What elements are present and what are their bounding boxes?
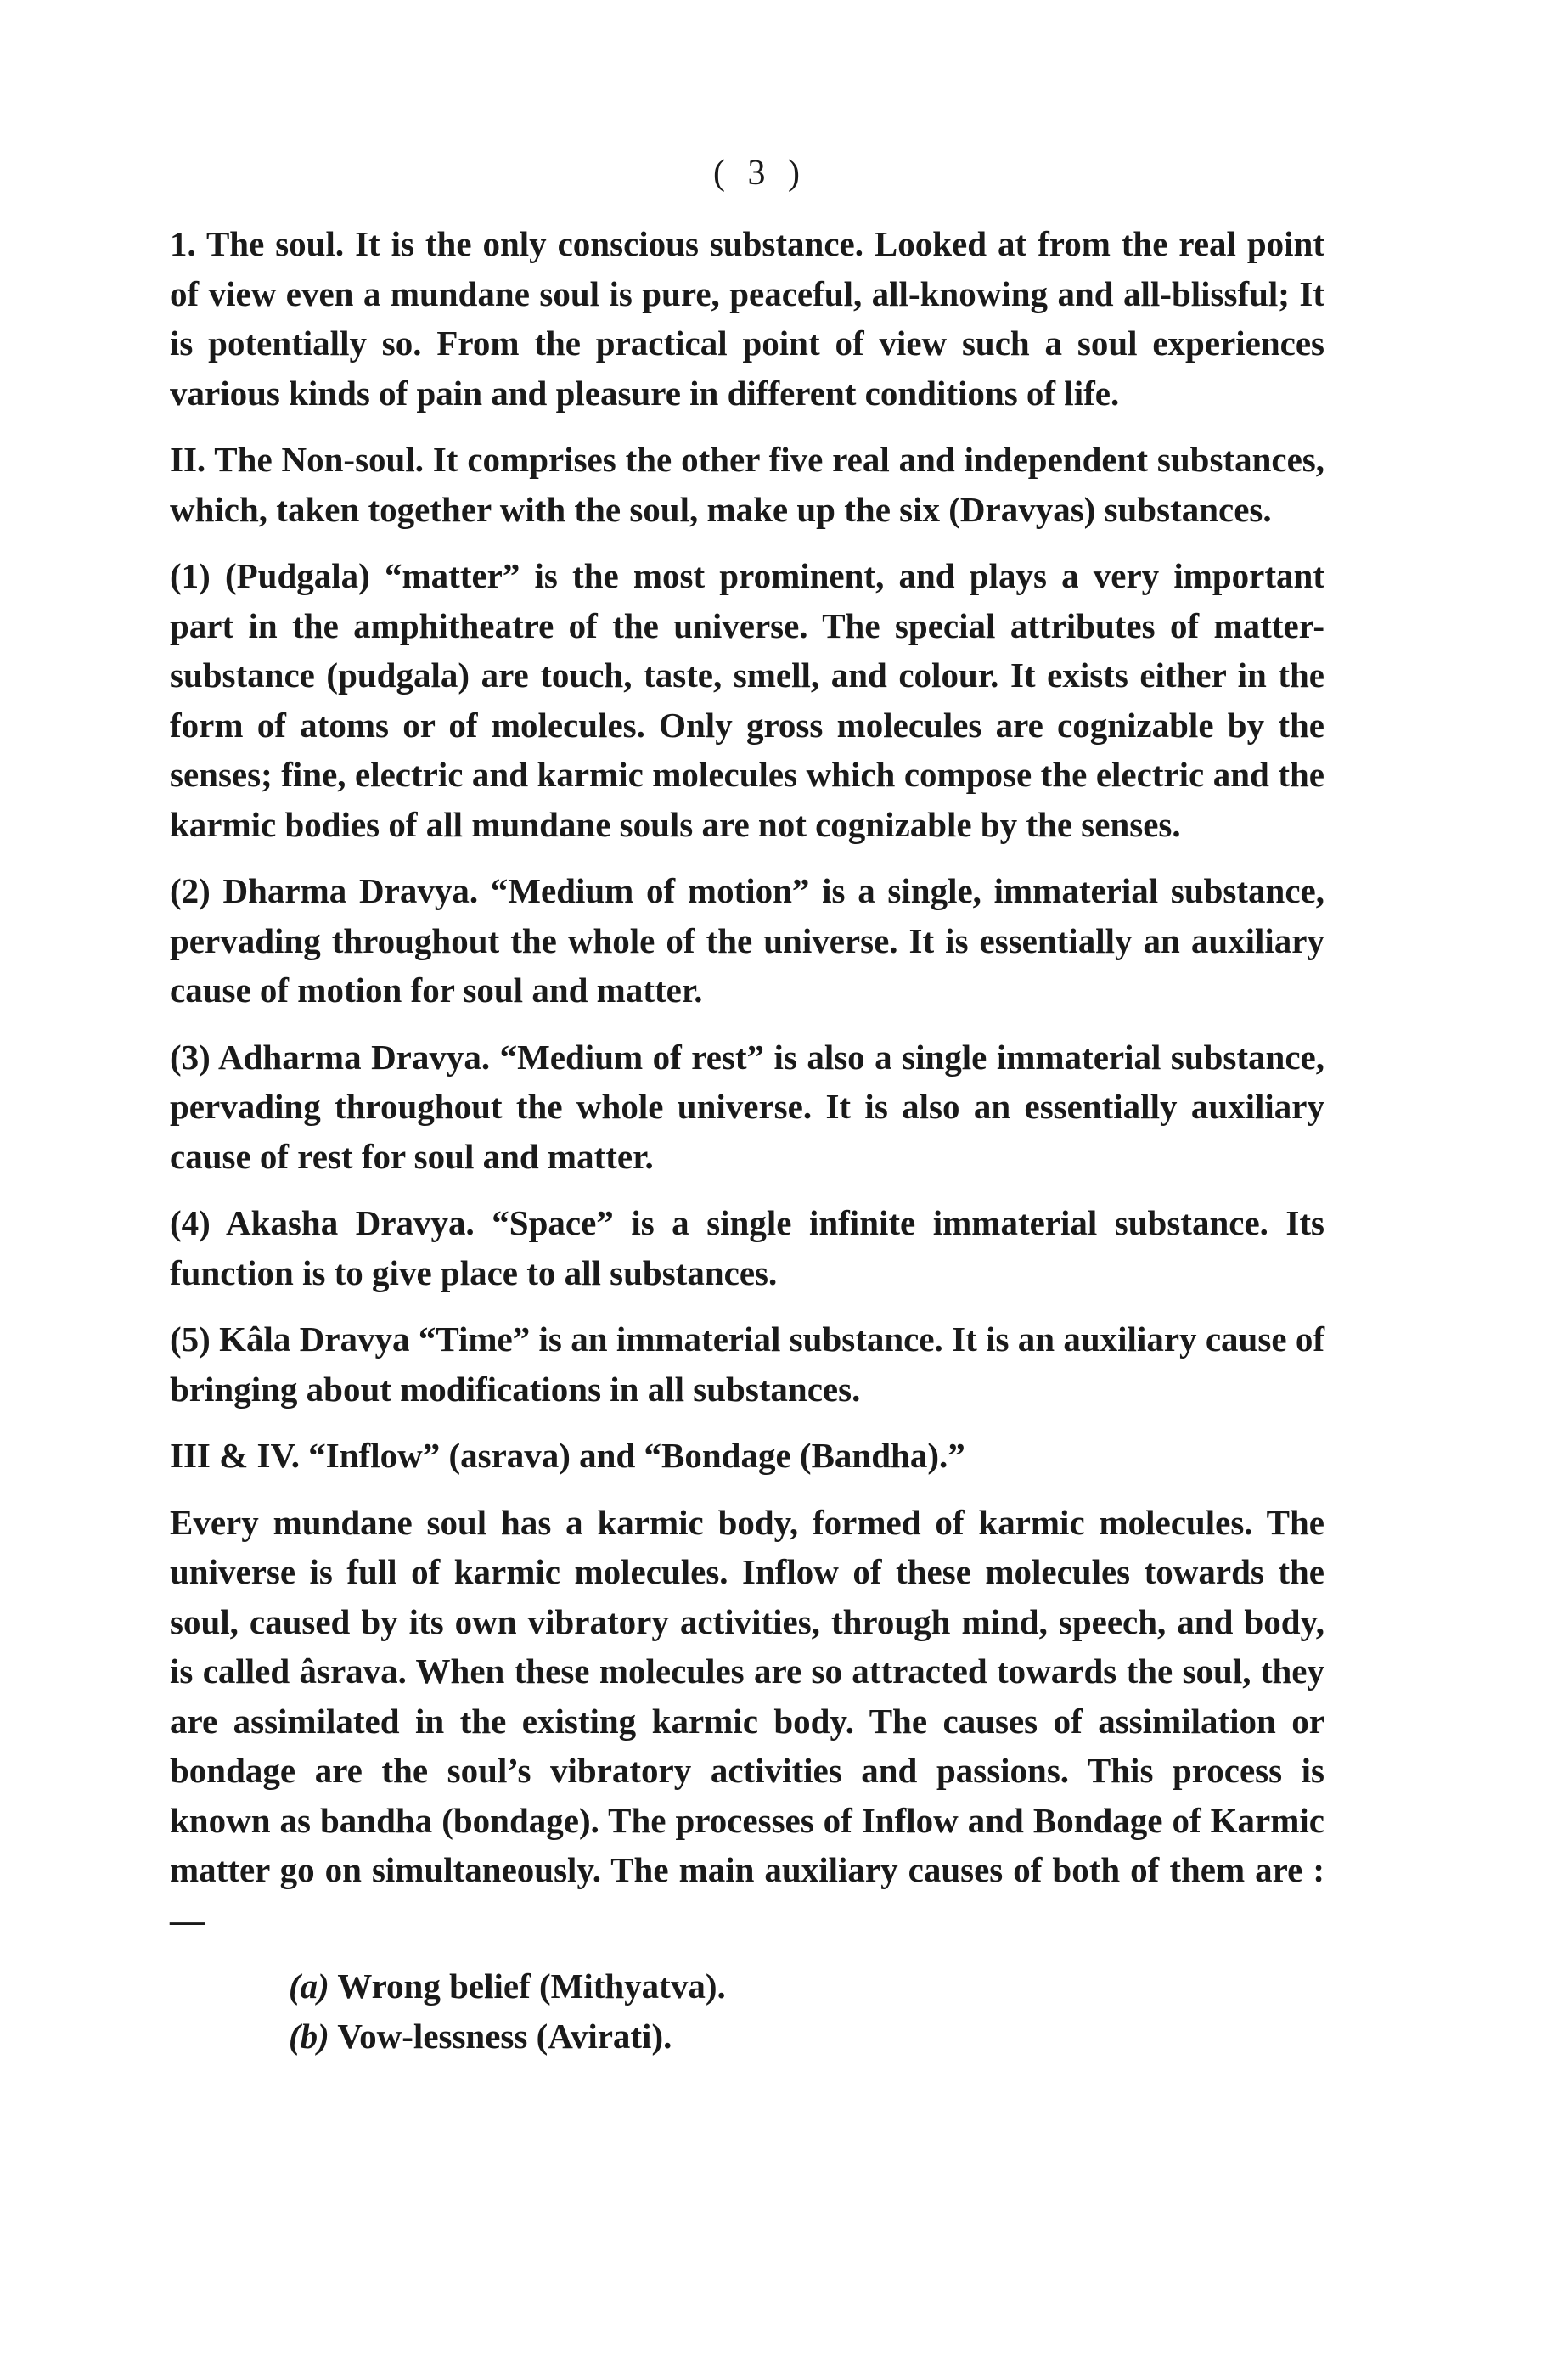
list-item — [289, 1961, 1324, 2011]
list-marker: (a) — [289, 1966, 329, 2006]
list-marker: (b) — [289, 2016, 329, 2056]
section-heading: III & IV. “Inflow” (asrava) and “Bondage (Bandha).” — [170, 1436, 965, 1475]
paragraph-dharma: (2) Dharma Dravya. “Medium of motion” is a single, immaterial substance, pervading throughout the whole of the universe. It is essentially an auxiliary cause of motion for soul and matter. — [170, 871, 1324, 1010]
causes-list — [170, 1961, 1324, 2061]
paragraph-pudgala: (1) (Pudgala) “matter” is the most prominent, and plays a very important part in the amphitheatre of the universe. The special attributes of matter-substance (pudgala) are touch, taste, smell, and colour. It exists either in the form of atoms or of molecules. Only gross molecules are cognizable by the senses; fine, electric and karmic molecules which compose the electric and the karmic bodies of all mundane souls are not cognizable by the senses. — [170, 556, 1324, 844]
list-item — [289, 2011, 1324, 2062]
paragraph-non-soul: II. The Non-soul. It comprises the other five real and independent substances, which, taken together with the soul, make up the six (Dravyas) substances. — [170, 440, 1324, 529]
list-item-text: Vow-lessness (Avirati). — [337, 2016, 672, 2056]
paragraph-akasha: (4) Akasha Dravya. “Space” is a single infinite immaterial substance. Its function is to give place to all substances. — [170, 1203, 1324, 1292]
document-page — [170, 153, 1324, 2061]
paragraph-soul: 1. The soul. It is the only conscious substance. Looked at from the real point of view even a mundane soul is pure, peaceful, all-knowing and all-blissful; It is potentially so. From the practical point of view such a soul experiences various kinds of pain and pleasure in different conditions of life. — [170, 224, 1324, 413]
paragraph-adharma: (3) Adharma Dravya. “Medium of rest” is also a single immaterial substance, pervading throughout the whole universe. It is also an essentially auxiliary cause of rest for soul and matter. — [170, 1037, 1324, 1176]
paragraph-kala: (5) Kâla Dravya “Time” is an immaterial substance. It is an auxiliary cause of bringing about modifications in all substances. — [170, 1319, 1324, 1409]
paragraph-inflow-bondage: Every mundane soul has a karmic body, formed of karmic molecules. The universe is full of karmic molecules. Inflow of these molecules towards the soul, caused by its own vibratory activities, through mind, speech, and body, is called âsrava. When these molecules are so attracted towards the soul, they are assimilated in the existing karmic body. The causes of assimilation or bondage are the soul’s vibratory activities and passions. This process is known as bandha (bondage). The processes of Inflow and Bondage of Karmic matter go on simultaneously. The main auxiliary causes of both of them are :— — [170, 1502, 1324, 1939]
list-item-text: Wrong belief (Mithyatva). — [337, 1966, 726, 2006]
page-number: ( 3 ) — [713, 154, 807, 193]
